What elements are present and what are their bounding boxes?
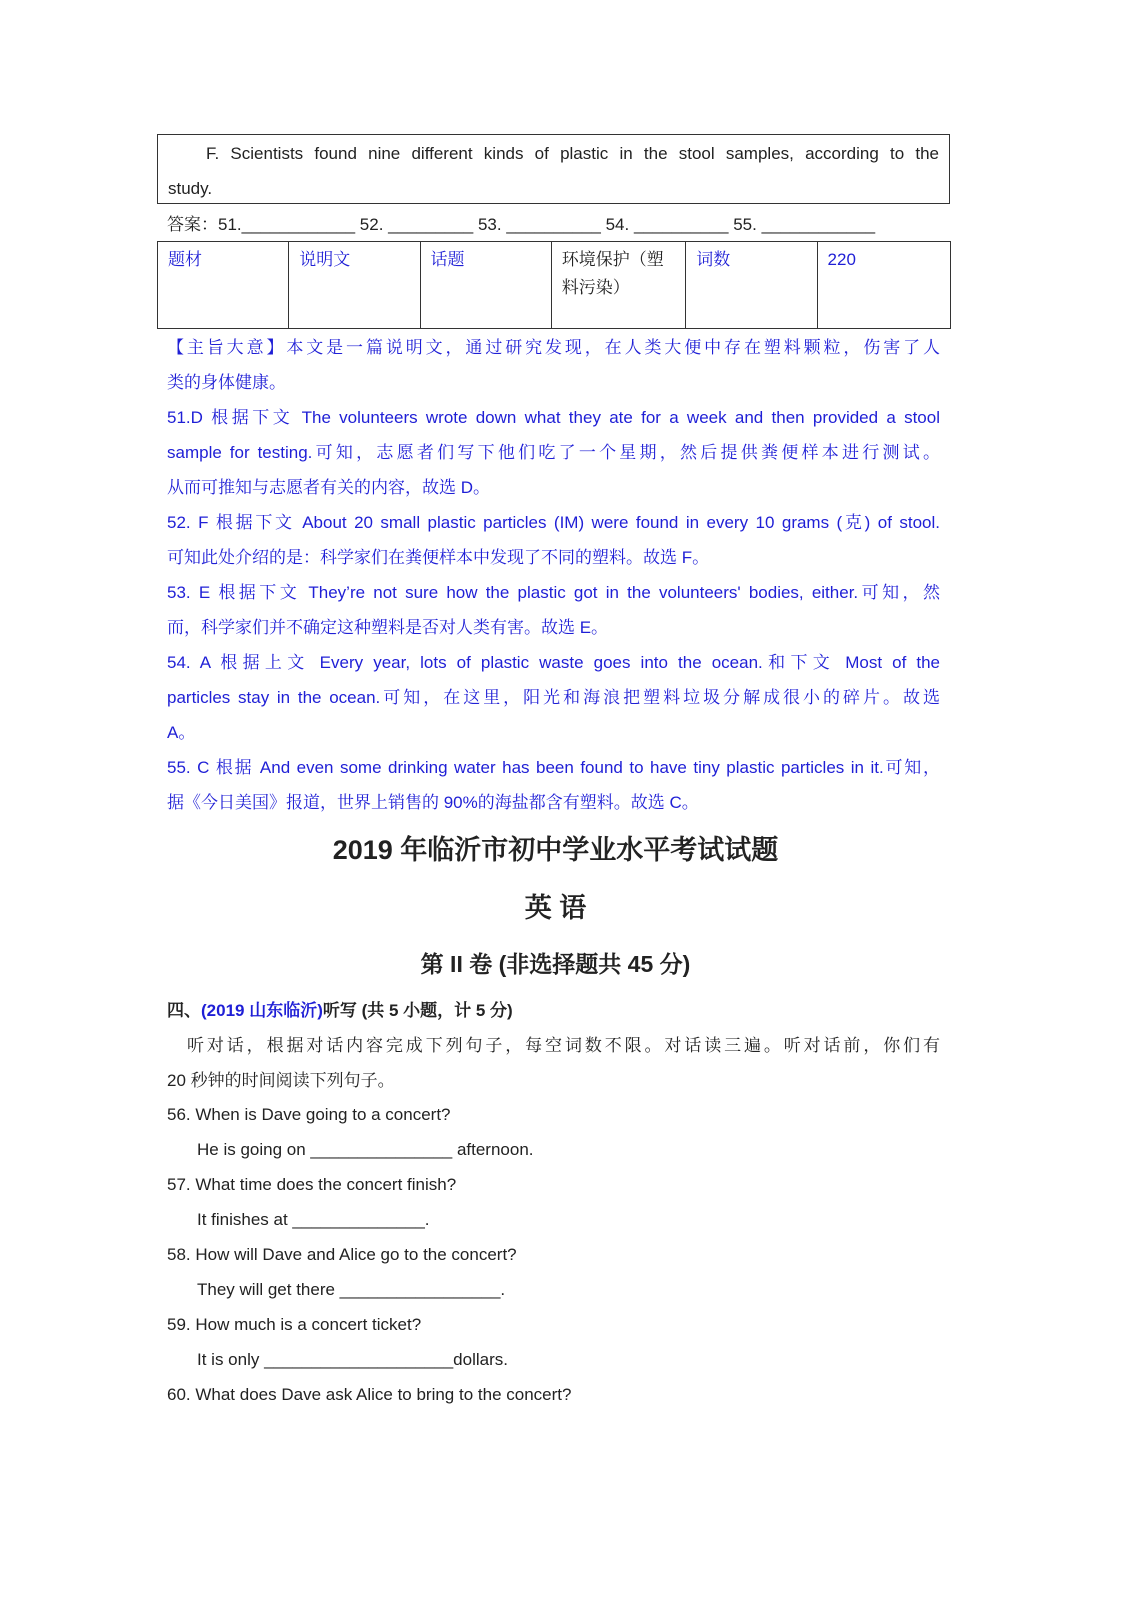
answer-sentence: It is only ____________________dollars. (197, 1350, 508, 1369)
section-title: 听写 (共 5 小题，计 5 分) (322, 1001, 513, 1020)
section-number: 四、 (167, 1001, 201, 1020)
exam-title: 2019 年临沂市初中学业水平考试试题 (332, 835, 779, 865)
analysis-line: A。 (167, 723, 196, 742)
question-list (167, 1097, 940, 1412)
analysis-line: particles stay in the ocean.可知，在这里，阳光和海浪把塑料垃圾分解成很小的碎片。故选 (167, 688, 940, 707)
answer-analysis (167, 330, 940, 820)
option-f-box (157, 134, 950, 204)
question-text: 58. How will Dave and Alice go to the concert? (167, 1245, 517, 1264)
option-f-line: study. (168, 179, 213, 198)
cell-wordcount: 220 (817, 242, 950, 329)
cell-genre-label: 题材 (158, 242, 289, 329)
question-text: 56. When is Dave going to a concert? (167, 1105, 451, 1124)
answer-blanks: 答案：51.____________ 52. _________ 53. __________ 54. __________ 55. ____________ (167, 215, 876, 234)
section-source: (2019 山东临沂) (201, 1001, 323, 1020)
part-title: 第 II 卷 (非选择题共 45 分) (420, 951, 691, 977)
analysis-line: 54. A 根据上文 Every year, lots of plastic waste goes into the ocean.和下文 Most of the (167, 653, 940, 672)
analysis-line: sample for testing.可知，志愿者们写下他们吃了一个星期，然后提供粪便样本进行测试。 (167, 443, 940, 462)
instructions-line: 听对话，根据对话内容完成下列句子，每空词数不限。对话读三遍。听对话前，你们有 (187, 1036, 940, 1055)
option-f-line: F. Scientists found nine different kinds of plastic in the stool samples, according to the (206, 144, 939, 163)
question-text: 60. What does Dave ask Alice to bring to the concert? (167, 1385, 572, 1404)
analysis-line: 52. F 根据下文 About 20 small plastic particles (IM) were found in every 10 grams (克) of stool. (167, 513, 940, 532)
section-four (167, 993, 940, 1098)
cell-topic-label: 话题 (420, 242, 551, 329)
subject-title: 英 语 (524, 893, 587, 923)
question-text: 57. What time does the concert finish? (167, 1175, 457, 1194)
analysis-line: 据《今日美国》报道，世界上销售的 90%的海盐都含有塑料。故选 C。 (167, 793, 699, 812)
analysis-line: 51.D 根据下文 The volunteers wrote down what they ate for a week and then provided a stool (167, 408, 940, 427)
cell-wordcount-label: 词数 (686, 242, 817, 329)
analysis-line: 55. C 根据 And even some drinking water has been found to have tiny plastic particles in it.可知， (167, 758, 940, 777)
answer-sentence: He is going on _______________ afternoon. (197, 1140, 534, 1159)
analysis-line: 可知此处介绍的是：科学家们在粪便样本中发现了不同的塑料。故选 F。 (167, 548, 710, 567)
analysis-line: 【主旨大意】本文是一篇说明文，通过研究发现，在人类大便中存在塑料颗粒，伤害了人 (167, 338, 940, 357)
cell-topic: 环境保护（塑料污染） (551, 242, 685, 329)
analysis-line: 从而可推知与志愿者有关的内容，故选 D。 (167, 478, 490, 497)
question-text: 59. How much is a concert ticket? (167, 1315, 422, 1334)
analysis-line: 53. E 根据下文 They’re not sure how the plastic got in the volunteers' bodies, either.可知，然 (167, 583, 940, 602)
passage-info-table (157, 241, 951, 329)
analysis-line: 而，科学家们并不确定这种塑料是否对人类有害。故选 E。 (167, 618, 609, 637)
instructions-line: 20 秒钟的时间阅读下列句子。 (167, 1071, 395, 1090)
cell-genre: 说明文 (289, 242, 420, 329)
answer-sentence: It finishes at ______________. (197, 1210, 430, 1229)
analysis-line: 类的身体健康。 (167, 373, 286, 392)
answer-sentence: They will get there _________________. (197, 1280, 506, 1299)
